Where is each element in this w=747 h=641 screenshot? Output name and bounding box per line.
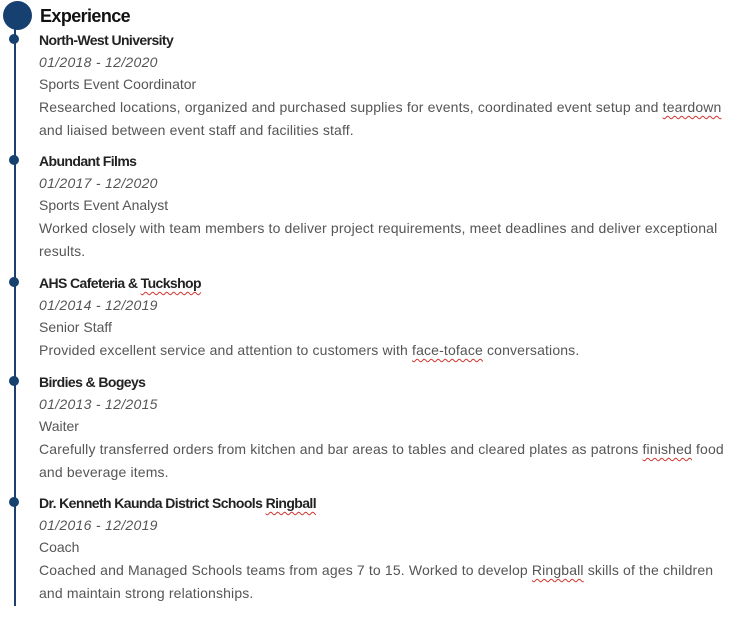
job-description [39, 438, 739, 483]
experience-entry [39, 373, 739, 483]
job-description [39, 96, 739, 141]
date-range: 01/2014 - 12/2019 [39, 297, 158, 313]
job-title: Waiter [39, 418, 79, 434]
job-title: Senior Staff [39, 319, 112, 335]
description-text: and liaised between event staff and facilities staff. [39, 121, 354, 138]
experience-entry [39, 31, 739, 141]
date-range: 01/2016 - 12/2019 [39, 517, 158, 533]
spellcheck-flagged-word[interactable]: Ringball [531, 562, 584, 578]
date-range: 01/2017 - 12/2020 [39, 175, 158, 191]
spellcheck-flagged-word[interactable]: teardown [662, 99, 722, 115]
job-title: Sports Event Coordinator [39, 76, 197, 92]
timeline-dot-icon [9, 34, 19, 44]
description-text: skills of the children and maintain strong relationships. [39, 562, 714, 601]
spellcheck-flagged-word[interactable]: Tuckshop [140, 275, 201, 291]
company-name: Birdies & Bogeys [39, 374, 146, 390]
description-text: Researched locations, organized and purchased supplies for events, coordinated event setup and [39, 99, 663, 115]
company-name [39, 274, 739, 294]
company-name [39, 494, 739, 514]
experience-entry [39, 494, 739, 604]
experience-entry [39, 152, 739, 262]
job-description [39, 559, 739, 604]
description-text: Provided excellent service and attention to customers with [39, 342, 413, 358]
timeline-dot-icon [9, 277, 19, 287]
company-name: Abundant Films [39, 153, 137, 169]
timeline-dot-icon [9, 155, 19, 165]
date-range: 01/2018 - 12/2020 [39, 54, 158, 70]
description-text: conversations. [482, 342, 580, 358]
experience-entry [39, 274, 739, 362]
company-text: Dr. Kenneth Kaunda District Schools [39, 495, 266, 511]
date-range: 01/2013 - 12/2015 [39, 396, 158, 412]
company-name: North-West University [39, 32, 174, 48]
section-title: Experience [40, 6, 131, 26]
section-marker-icon [3, 1, 32, 30]
timeline-dot-icon [9, 497, 19, 507]
job-description: Worked closely with team members to deliver project requirements, meet deadlines and deliver exceptional results. [39, 220, 718, 259]
description-text: Coached and Managed Schools teams from ages 7 to 15. Worked to develop [39, 562, 532, 578]
company-text: AHS Cafeteria & [39, 275, 141, 291]
description-text: Carefully transferred orders from kitchen and bar areas to tables and cleared plates as patrons [39, 441, 643, 457]
job-title: Coach [39, 539, 80, 555]
timeline-dot-icon [9, 376, 19, 386]
job-title: Sports Event Analyst [39, 197, 169, 213]
job-description [39, 339, 739, 362]
spellcheck-flagged-word[interactable]: face-toface [412, 342, 483, 358]
spellcheck-flagged-word[interactable]: finished [642, 441, 692, 457]
timeline-line [14, 22, 16, 606]
description-text: food and beverage items. [39, 441, 724, 480]
spellcheck-flagged-word[interactable]: Ringball [265, 495, 316, 511]
